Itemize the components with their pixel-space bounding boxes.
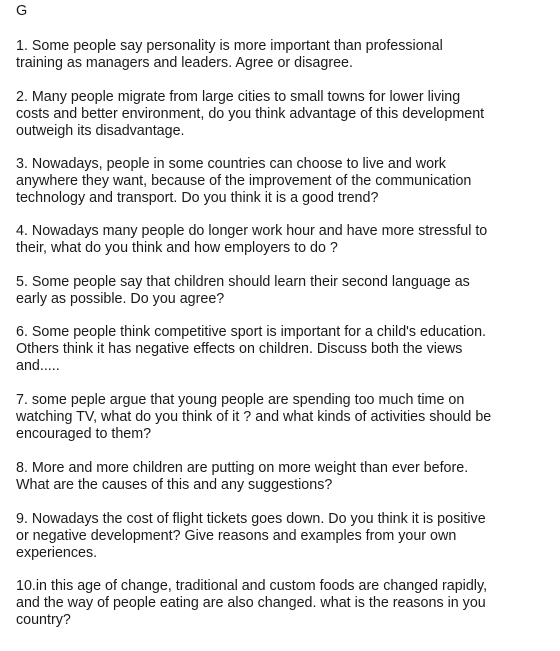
question-line: experiences. (16, 545, 98, 561)
question-line: early as possible. Do you agree? (16, 291, 225, 307)
question-line: What are the causes of this and any suggestions? (16, 477, 333, 493)
question-line: and the way of people eating are also changed. what is the reasons in you (16, 595, 486, 611)
question-line: or negative development? Give reasons and examples from your own (16, 528, 457, 544)
page-heading: G (16, 3, 28, 19)
question-item-1 (16, 38, 556, 72)
question-line: costs and better environment, do you think advantage of this development (16, 106, 485, 122)
question-item-7 (16, 392, 556, 443)
question-line: country? (16, 612, 71, 628)
question-item-3 (16, 156, 556, 207)
question-line: 2. Many people migrate from large cities to small towns for lower living (16, 89, 461, 105)
question-item-9 (16, 511, 556, 562)
question-line: 5. Some people say that children should learn their second language as (16, 274, 470, 290)
question-line: outweigh its disadvantage. (16, 123, 185, 139)
question-line: Others think it has negative effects on children. Discuss both the views (16, 341, 463, 357)
question-line: encouraged to them? (16, 426, 152, 442)
question-item-10 (16, 578, 556, 629)
question-line: 3. Nowadays, people in some countries can choose to live and work (16, 156, 446, 172)
question-item-5 (16, 274, 556, 308)
question-line: and..... (16, 358, 60, 374)
question-line: watching TV, what do you think of it ? and what kinds of activities should be (16, 409, 492, 425)
question-line: 4. Nowadays many people do longer work hour and have more stressful to (16, 223, 488, 239)
question-line: 10.in this age of change, traditional and custom foods are changed rapidly, (16, 578, 488, 594)
question-item-8 (16, 460, 556, 494)
question-line: 6. Some people think competitive sport is important for a child's education. (16, 324, 487, 340)
question-item-2 (16, 89, 556, 140)
question-line: 1. Some people say personality is more important than professional (16, 38, 443, 54)
question-line: 7. some peple argue that young people are spending too much time on (16, 392, 465, 408)
question-line: training as managers and leaders. Agree or disagree. (16, 55, 353, 71)
question-line: anywhere they want, because of the improvement of the communication (16, 173, 472, 189)
question-line: their, what do you think and how employers to do ? (16, 240, 338, 256)
question-item-6 (16, 324, 556, 375)
question-item-4 (16, 223, 556, 257)
question-line: 8. More and more children are putting on more weight than ever before. (16, 460, 469, 476)
question-line: technology and transport. Do you think it is a good trend? (16, 190, 379, 206)
question-line: 9. Nowadays the cost of flight tickets goes down. Do you think it is positive (16, 511, 486, 527)
